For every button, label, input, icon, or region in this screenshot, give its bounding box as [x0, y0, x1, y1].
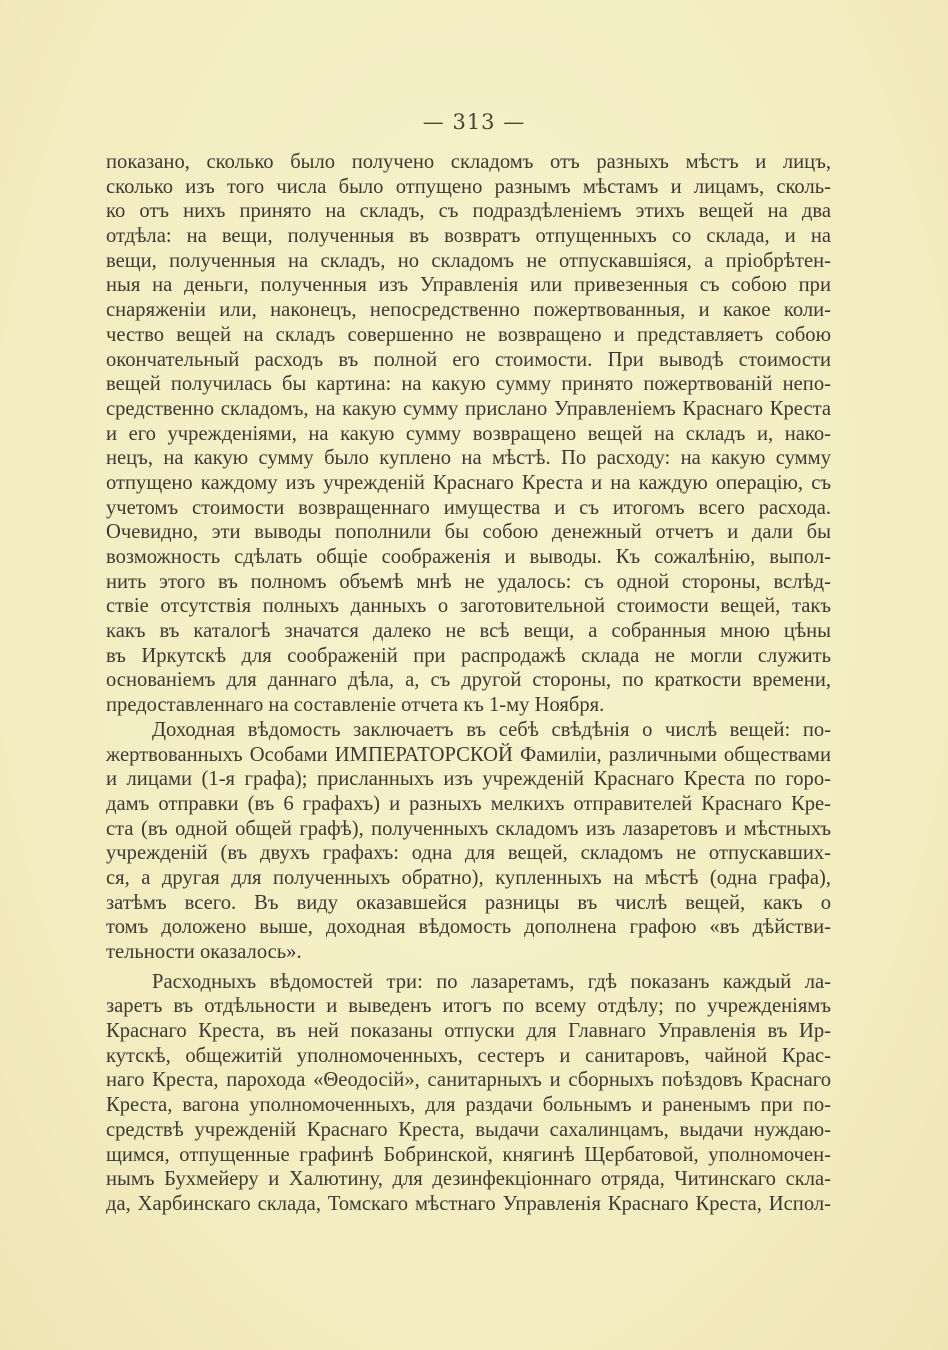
text-line: нымъ Бухмейеру и Халютину, для дезинфекціоннаго отряда, Читинскаго скла- — [106, 1168, 831, 1191]
page-number: — 313 — — [422, 110, 526, 134]
text-line: ныя на деньги, полученныя изъ Управленія или привезенныя съ собою при — [106, 274, 831, 297]
body-text — [106, 150, 831, 1217]
text-line: вещи, полученныя на складъ, но складомъ не отпускавшіяся, а пріобрѣтен- — [106, 249, 831, 272]
text-line: щимся, отпущенные графинѣ Бобринской, княгинѣ Щербатовой, уполномочен- — [106, 1143, 831, 1166]
text-line: да, Харбинскаго склада, Томскаго мѣстнаго Управленія Краснаго Креста, Испол- — [106, 1192, 831, 1215]
text-line: и лицами (1-я графа); присланныхъ изъ учрежденій Краснаго Креста по горо- — [106, 768, 831, 791]
text-line: томъ доложено выше, доходная вѣдомость дополнена графою «въ дѣйстви- — [106, 916, 831, 939]
text-line: учетомъ стоимости возвращеннаго имущества и съ итогомъ всего расхода. — [106, 496, 831, 519]
text-line: Креста, вагона уполномоченныхъ, для раздачи больнымъ и раненымъ при по- — [106, 1094, 831, 1117]
text-line: средственно складомъ, на какую сумму прислано Управленіемъ Краснаго Креста — [106, 397, 831, 420]
text-line: кутскѣ, общежитій уполномоченныхъ, сестеръ и санитаровъ, чайной Крас- — [106, 1044, 831, 1067]
paragraph-1 — [106, 150, 831, 718]
text-line: средствѣ учрежденій Краснаго Креста, выдачи сахалинцамъ, выдачи нуждаю- — [106, 1118, 831, 1141]
text-line: нить этого въ полномъ объемѣ мнѣ не удалось: съ одной стороны, вслѣд- — [106, 570, 831, 593]
paragraph-2 — [106, 718, 831, 965]
text-line: какъ въ каталогѣ значатся далеко не всѣ вещи, а собранныя мною цѣны — [106, 620, 831, 643]
text-line: ствіе отсутствія полныхъ данныхъ о заготовительной стоимости вещей, такъ — [106, 595, 831, 618]
text-line: Расходныхъ вѣдомостей три: по лазаретамъ, гдѣ показанъ каждый ла- — [152, 970, 831, 993]
text-line: затѣмъ всего. Въ виду оказавшейся разницы въ числѣ вещей, какъ о — [106, 891, 831, 914]
text-line: Краснаго Креста, въ ней показаны отпуски для Главнаго Управленія въ Ир- — [106, 1020, 831, 1043]
text-line: предоставленнаго на составленіе отчета къ 1-му Ноября. — [106, 694, 605, 717]
paragraph-3 — [106, 970, 831, 1217]
text-line: ста (въ одной общей графѣ), полученныхъ складомъ изъ лазаретовъ и мѣстныхъ — [106, 817, 831, 840]
text-line: чество вещей на складъ совершенно не возвращено и представляетъ собою — [106, 323, 831, 346]
text-line: Очевидно, эти выводы пополнили бы собою денежный отчетъ и дали бы — [106, 521, 831, 544]
text-line: показано, сколько было получено складомъ отъ разныхъ мѣстъ и лицъ, — [106, 151, 831, 173]
text-line: нецъ, на какую сумму было куплено на мѣстѣ. По расходу: на какую сумму — [106, 447, 831, 470]
text-line: возможность сдѣлать общіе соображенія и выводы. Къ сожалѣнію, выпол- — [106, 546, 831, 568]
text-line: отдѣла: на вещи, полученныя въ возвратъ отпущенныхъ со склада, и на — [106, 225, 831, 248]
text-line: тельности оказалось». — [106, 941, 302, 963]
text-line: ко отъ нихъ принято на складъ, съ подраздѣленіемъ этихъ вещей на два — [106, 200, 831, 223]
text-line: снаряженіи или, наконецъ, непосредственно пожертвованныя, и какое коли- — [106, 299, 831, 322]
text-line: дамъ отправки (въ 6 графахъ) и разныхъ мелкихъ отправителей Краснаго Кре- — [106, 792, 831, 815]
text-line: ся, а другая для полученныхъ обратно), купленныхъ на мѣстѣ (одна графа), — [106, 866, 831, 889]
text-line: Доходная вѣдомость заключаетъ въ себѣ свѣдѣнія о числѣ вещей: по- — [152, 718, 831, 741]
text-line: учрежденій (въ двухъ графахъ: одна для вещей, складомъ не отпускавших- — [106, 842, 831, 865]
text-line: и его учрежденіями, на какую сумму возвращено вещей на складъ и, нако- — [106, 422, 831, 445]
text-line: въ Иркутскѣ для соображеній при распродажѣ склада не могли служить — [106, 644, 831, 667]
text-line: сколько изъ того числа было отпущено разнымъ мѣстамъ и лицамъ, сколь- — [106, 175, 831, 198]
text-line: основаніемъ для даннаго дѣла, а, съ другой стороны, по краткости времени, — [106, 669, 831, 692]
text-line: жертвованныхъ Особами ИМПЕРАТОРСКОЙ Фамиліи, различными обществами — [106, 743, 831, 766]
text-line: наго Креста, парохода «Θеодосій», санитарныхъ и сборныхъ поѣздовъ Краснаго — [106, 1069, 831, 1092]
text-line: вещей получилась бы картина: на какую сумму принято пожертвованій непо- — [106, 373, 831, 396]
text-line: заретъ въ отдѣльности и выведенъ итогъ по всему отдѣлу; по учрежденіямъ — [106, 995, 831, 1018]
text-line: отпущено каждому изъ учрежденій Краснаго Креста и на каждую операцію, съ — [106, 471, 831, 494]
text-line: окончательный расходъ въ полной его стоимости. При выводѣ стоимости — [106, 348, 831, 371]
